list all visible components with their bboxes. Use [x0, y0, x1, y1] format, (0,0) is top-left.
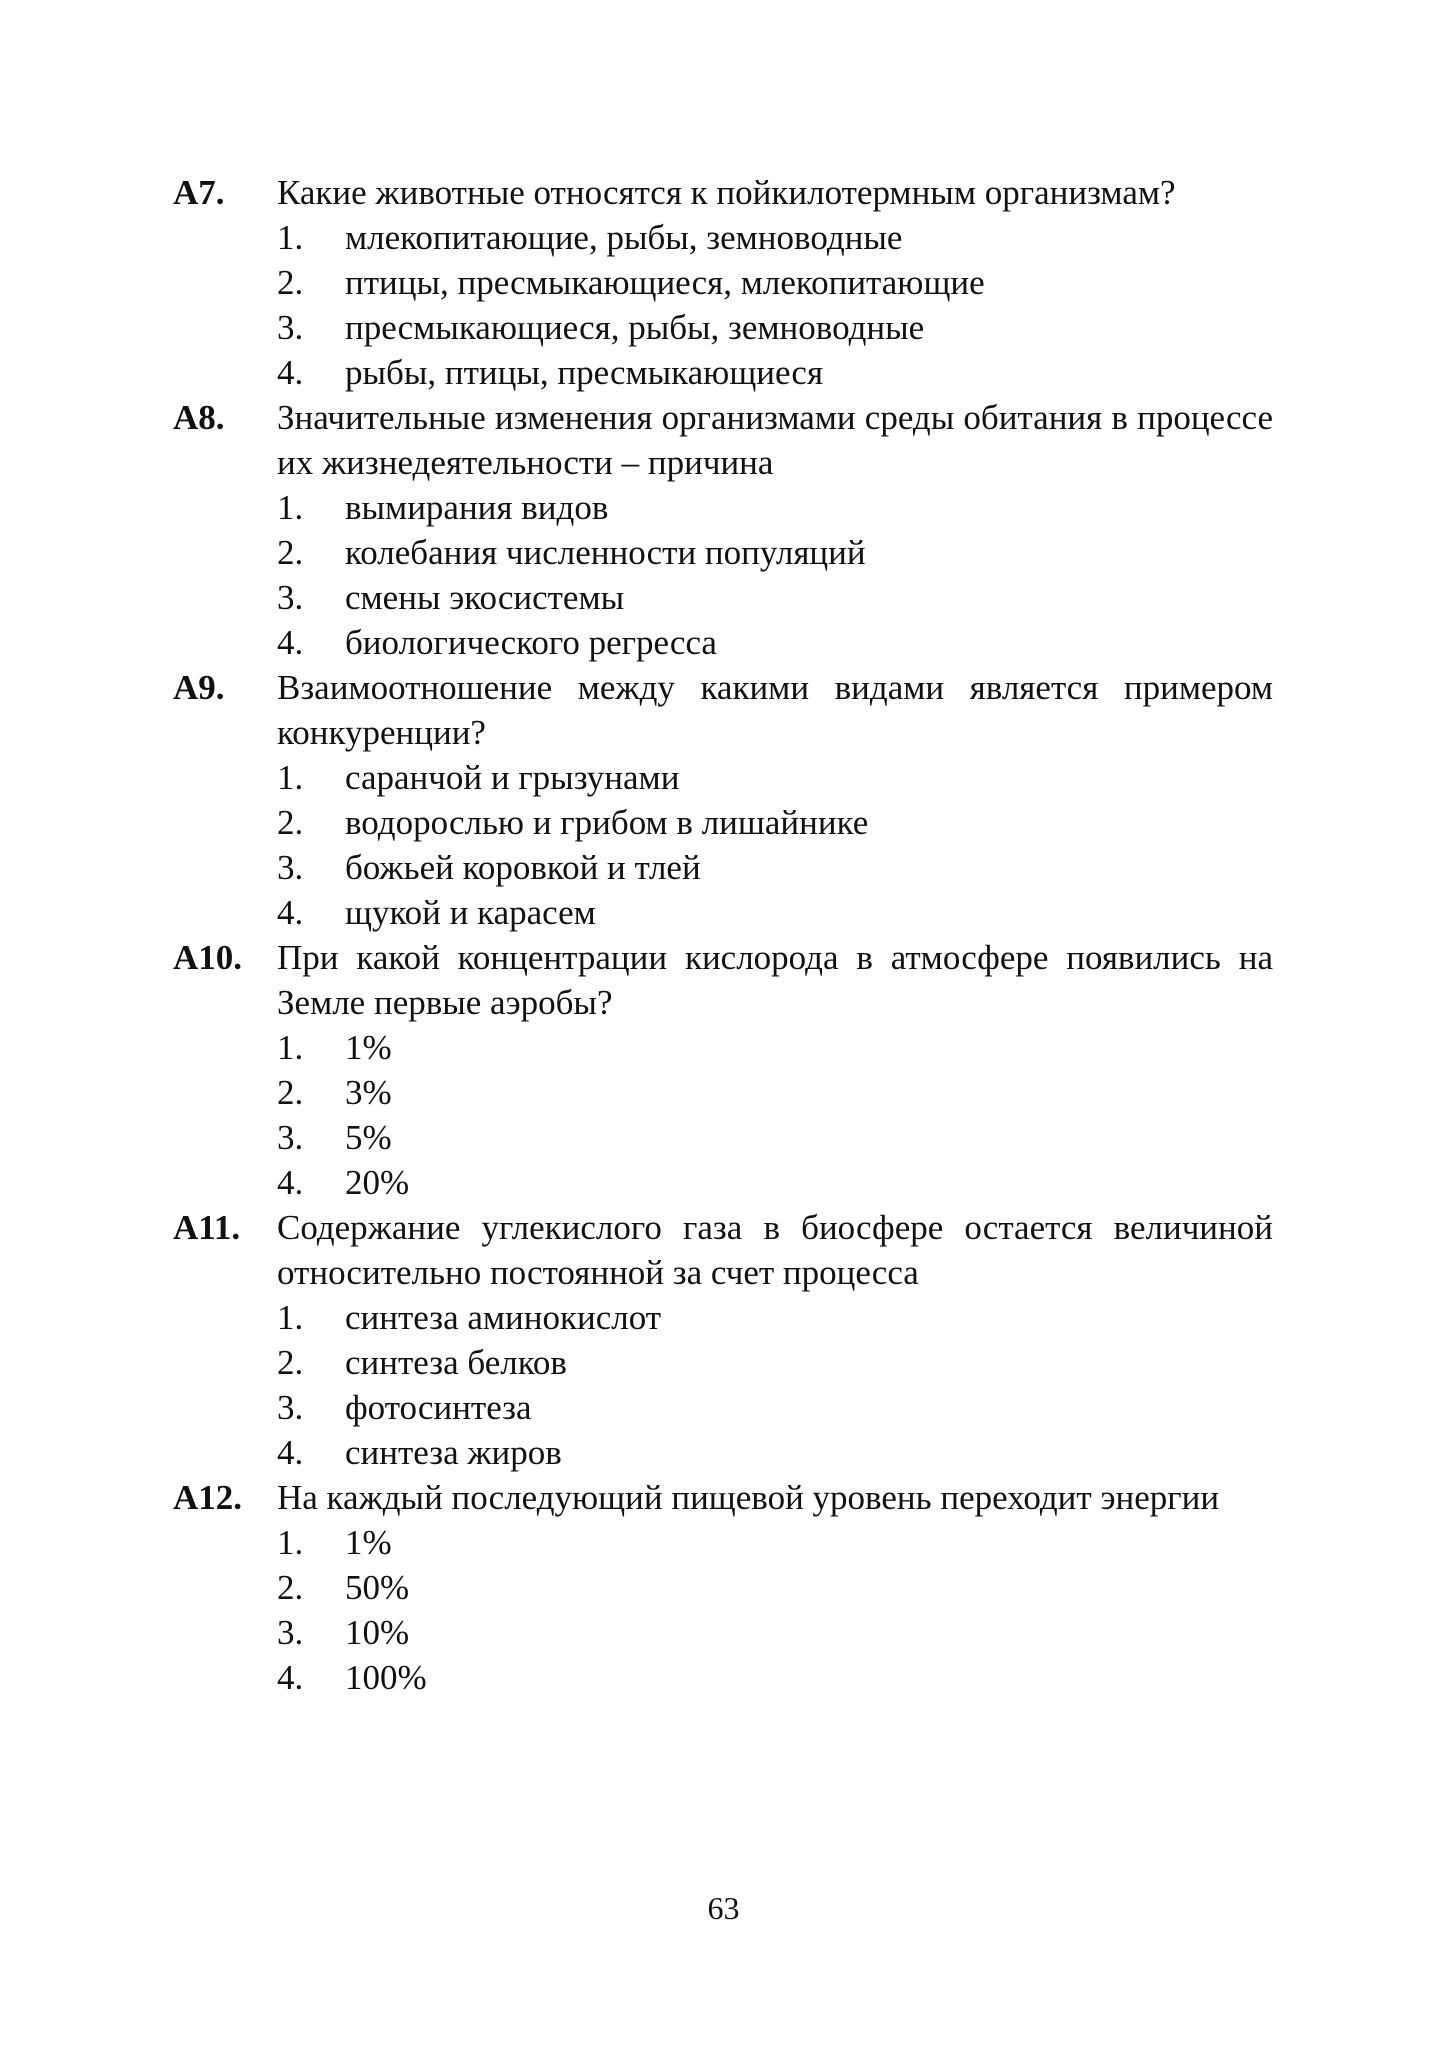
question-text: Значительные изменения организмами среды обитания в процессе их жизнедеятельности – причина	[277, 398, 1273, 482]
option-number: 3.	[277, 848, 304, 887]
option-number: 4.	[277, 893, 304, 932]
option-text: рыбы, птицы, пресмыкающиеся	[345, 353, 824, 392]
question-number: А12.	[173, 1478, 243, 1517]
option-text: 50%	[345, 1568, 410, 1607]
option-number: 3.	[277, 578, 304, 617]
answer-option	[277, 215, 1273, 260]
question-number: А7.	[173, 173, 225, 212]
question-text: Содержание углекислого газа в биосфере остается величиной относительно постоянной за счет процесса	[277, 1208, 1273, 1292]
answer-options	[277, 1295, 1273, 1475]
answer-option	[277, 1025, 1273, 1070]
answer-option	[277, 800, 1273, 845]
question-number: А10.	[173, 938, 243, 977]
option-number: 2.	[277, 1568, 304, 1607]
option-text: млекопитающие, рыбы, земноводные	[345, 218, 903, 257]
option-text: синтеза аминокислот	[345, 1298, 662, 1337]
answer-option	[277, 890, 1273, 935]
answer-option	[277, 1295, 1273, 1340]
answer-options	[277, 1520, 1273, 1700]
question-text: На каждый последующий пищевой уровень переходит энергии	[277, 1478, 1220, 1517]
answer-options	[277, 215, 1273, 395]
question-text: Взаимоотношение между какими видами является примером конкуренции?	[277, 668, 1273, 752]
question-number: А11.	[173, 1208, 241, 1247]
answer-option	[277, 1115, 1273, 1160]
question-a12	[173, 1475, 1273, 1700]
question-a10	[173, 935, 1273, 1205]
option-text: птицы, пресмыкающиеся, млекопитающие	[345, 263, 985, 302]
option-number: 1.	[277, 758, 304, 797]
option-number: 1.	[277, 1298, 304, 1337]
answer-option	[277, 350, 1273, 395]
option-number: 4.	[277, 1163, 304, 1202]
answer-options	[277, 1025, 1273, 1205]
answer-option	[277, 1520, 1273, 1565]
option-text: вымирания видов	[345, 488, 609, 527]
option-number: 3.	[277, 1118, 304, 1157]
option-number: 3.	[277, 1388, 304, 1427]
answer-option	[277, 1070, 1273, 1115]
option-text: божьей коровкой и тлей	[345, 848, 701, 887]
option-text: пресмыкающиеся, рыбы, земноводные	[345, 308, 925, 347]
answer-option	[277, 485, 1273, 530]
option-number: 2.	[277, 263, 304, 302]
option-text: колебания численности популяций	[345, 533, 866, 572]
option-text: саранчой и грызунами	[345, 758, 680, 797]
option-text: 1%	[345, 1028, 392, 1067]
option-text: 100%	[345, 1658, 427, 1697]
answer-option	[277, 1565, 1273, 1610]
option-number: 2.	[277, 803, 304, 842]
option-number: 4.	[277, 1658, 304, 1697]
option-number: 2.	[277, 1073, 304, 1112]
page-number: 63	[707, 1890, 740, 1926]
answer-option	[277, 755, 1273, 800]
answer-options	[277, 485, 1273, 665]
answer-options	[277, 755, 1273, 935]
answer-option	[277, 1610, 1273, 1655]
option-number: 1.	[277, 218, 304, 257]
answer-option	[277, 575, 1273, 620]
answer-option	[277, 1385, 1273, 1430]
option-number: 1.	[277, 1028, 304, 1067]
question-number: А9.	[173, 668, 225, 707]
option-number: 3.	[277, 1613, 304, 1652]
answer-option	[277, 1160, 1273, 1205]
option-text: 1%	[345, 1523, 392, 1562]
question-a7	[173, 170, 1273, 395]
question-a8	[173, 395, 1273, 665]
option-number: 2.	[277, 533, 304, 572]
option-number: 1.	[277, 488, 304, 527]
option-text: синтеза белков	[345, 1343, 567, 1382]
question-text: Какие животные относятся к пойкилотермным организмам?	[277, 173, 1176, 212]
answer-option	[277, 1655, 1273, 1700]
option-text: щукой и карасем	[345, 893, 596, 932]
answer-option	[277, 845, 1273, 890]
option-text: водорослью и грибом в лишайнике	[345, 803, 869, 842]
option-number: 4.	[277, 353, 304, 392]
answer-option	[277, 1430, 1273, 1475]
option-number: 3.	[277, 308, 304, 347]
option-text: синтеза жиров	[345, 1433, 562, 1472]
option-number: 2.	[277, 1343, 304, 1382]
question-a9	[173, 665, 1273, 935]
option-number: 4.	[277, 623, 304, 662]
option-number: 4.	[277, 1433, 304, 1472]
option-text: 3%	[345, 1073, 392, 1112]
option-text: фотосинтеза	[345, 1388, 532, 1427]
option-text: биологического регресса	[345, 623, 717, 662]
question-number: А8.	[173, 398, 225, 437]
answer-option	[277, 620, 1273, 665]
answer-option	[277, 530, 1273, 575]
question-a11	[173, 1205, 1273, 1475]
option-text: 10%	[345, 1613, 410, 1652]
option-text: смены экосистемы	[345, 578, 625, 617]
answer-option	[277, 305, 1273, 350]
option-number: 1.	[277, 1523, 304, 1562]
question-text: При какой концентрации кислорода в атмосфере появились на Земле первые аэробы?	[277, 938, 1273, 1022]
answer-option	[277, 1340, 1273, 1385]
option-text: 5%	[345, 1118, 392, 1157]
answer-option	[277, 260, 1273, 305]
option-text: 20%	[345, 1163, 410, 1202]
question-list	[173, 170, 1273, 1700]
